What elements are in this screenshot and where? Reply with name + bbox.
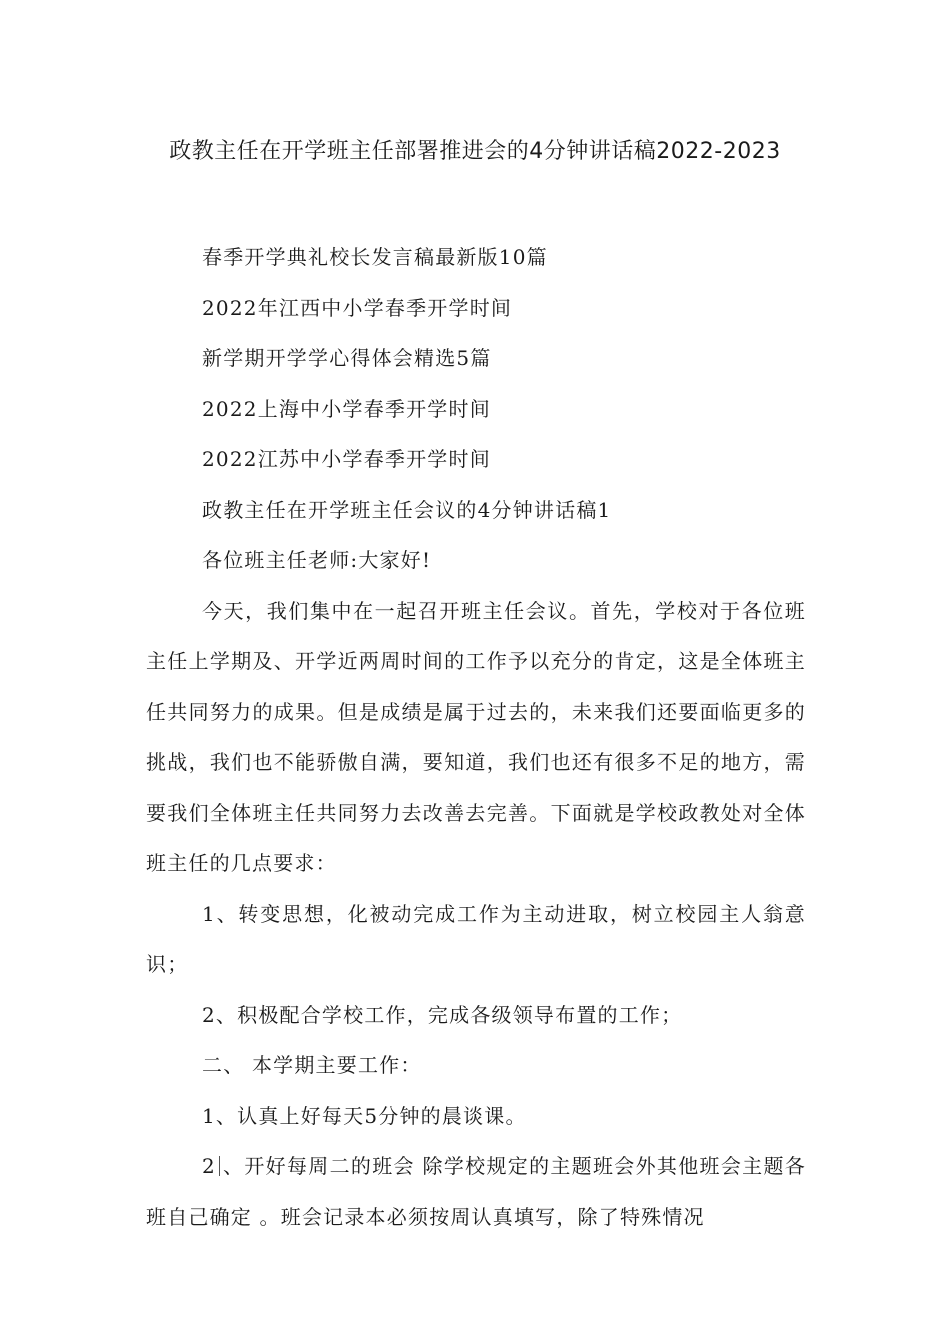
paragraph-task-2 [146,1141,806,1242]
paragraph-number: 2 [202,1154,216,1178]
related-link-6[interactable]: 政教主任在开学班主任会议的4分钟讲话稿1 [202,497,612,522]
text-cursor [219,1156,220,1176]
paragraph-intro: 今天，我们集中在一起召开班主任会议。首先，学校对于各位班主任上学期及、开学近两周时间的工作予以充分的肯定，这是全体班主任共同努力的成果。但是成绩是属于过去的，未来我们还要面临更多的挑战，我们也不能骄傲自满，要知道，我们也还有很多不足的地方，需要我们全体班主任共同努力去改善去完善。下面就是学校政教处对全体班主任的几点要求： [146,598,806,875]
related-link-2[interactable]: 2022年江西中小学春季开学时间 [202,295,513,320]
document-body [146,232,806,1242]
paragraph-text: 、开好每周二的班会 除学校规定的主题班会外其他班会主题各班自己确定 。班会记录本必须按周认真填写，除了特殊情况 [146,1154,806,1229]
section-heading-2: 二、 本学期主要工作： [202,1053,422,1077]
related-link-5[interactable]: 2022江苏中小学春季开学时间 [202,447,491,471]
greeting: 各位班主任老师:大家好! [202,548,432,572]
document-title: 政教主任在开学班主任部署推进会的4分钟讲话稿2022-2023 [169,139,781,164]
related-link-1[interactable]: 春季开学典礼校长发言稿最新版10篇 [202,245,548,269]
paragraph-task-1: 1、认真上好每天5分钟的晨谈课。 [202,1103,527,1128]
paragraph-item-2: 2、积极配合学校工作，完成各级领导布置的工作； [202,1002,683,1027]
paragraph-item-1: 1、转变思想，化被动完成工作为主动进取，树立校园主人翁意识； [146,901,806,976]
related-link-4[interactable]: 2022上海中小学春季开学时间 [202,396,491,421]
related-link-3[interactable]: 新学期开学学心得体会精选5篇 [202,346,492,370]
